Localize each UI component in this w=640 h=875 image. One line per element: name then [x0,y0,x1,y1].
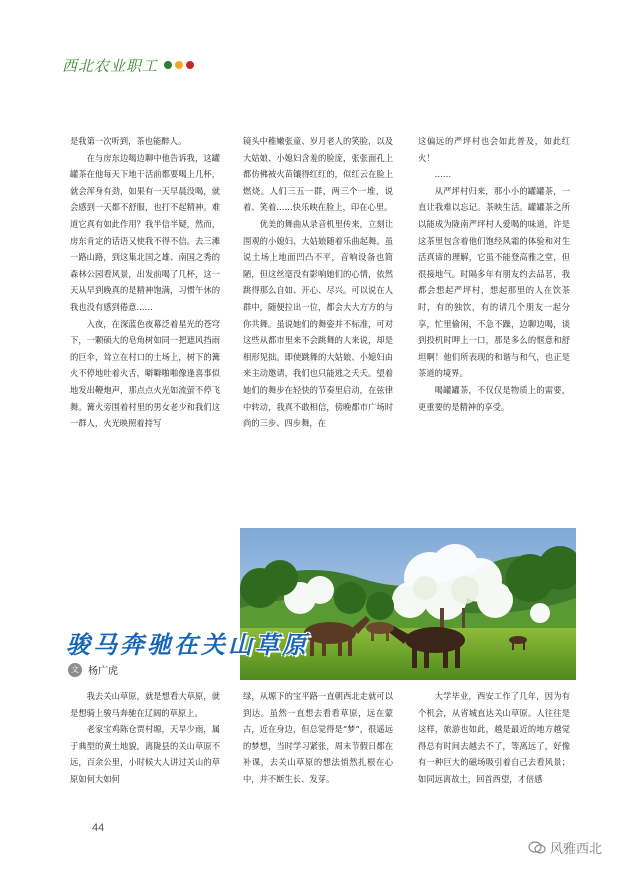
byline [68,662,118,677]
paragraph: 绿，从塬下的宝平路一直朝西北走就可以到达。虽然一直想去看看草原，远在蒙古，近在身边，但总觉得是“梦”，很遥远的梦想，当时学习紧张，周末节假日都在补课，去关山草原的想法悄然扎根在心中，并不断生长、发芽。 [243,691,393,784]
green-dot [164,61,172,69]
magazine-header [62,52,194,78]
watermark-text: 风雅西北 [549,842,602,857]
article2-column-3 [418,688,570,788]
article2-column-1 [70,688,220,788]
paragraph: 优美的舞曲从录音机里传来，立刻让围观的小媳妇、大姑娘随着乐曲起舞。虽说土场上地面凹凸不平，音响设备也简陋，但这丝毫没有影响她们的心情，依然跳得那么自如、开心、尽兴。可以说在人群中，随便拉出一位，都会大大方方的与你共舞。虽说她们的舞姿并不标准，可对这些从都市里来不会跳舞的人来说，却是相形见拙。即使跳舞的大姑娘、小媳妇由来主动邀请，我们也只能逃之夭夭。望着她们的舞步在轻快的节奏里启动，在弦律中转动，我真不敢相信，傍晚都市广场时尚的三步、四步舞，在 [243,218,393,429]
page-number: 44 [92,822,105,834]
paragraph: 喝罐罐茶，不仅仅是物质上的需要，更重要的是精神的享受。 [418,384,570,412]
paragraph: 镜头中稚嫩张童、岁月老人的笑脸，以及大姑娘、小媳妇含羞的脸庞，张张面孔上都仿佛被火苗镶得红红的，似红云在脸上燃烧。人们三五一群，两三个一堆，说着、笑着……快乐映在脸上，印在心里。 [243,136,393,213]
paragraph: 在与房东边喝边聊中他告诉我，这罐罐茶在他每天下地干活前都要喝上几杯，就会浑身有劲，如果有一天早晨没喝，就会感到一天都不舒服，也打不起精神。难道它真有如此作用？我半信半疑，然而，房东肯定的话语又使我不得不信。去三滩一路山路，到这集北国之雄、南国之秀的森林公园看风景，出发前喝了几杯，这一天从早到晚真的是精神饱满，习惯午休的我也没有感到倦意…… [70,152,220,312]
chat-bubble-icon [528,841,546,855]
author-name: 杨广虎 [88,666,118,677]
paragraph: 从严坪村归来，那小小的罐罐茶，一直让我难以忘记。茶映生活。罐罐茶之所以能成为陇南严坪村人爱喝的味道，许是这茶里包含着他们饱经风霜的体验和对生活真谛的理解，它虽不能登高雅之堂，但很接地气。时隔多年有朋友约去品茗，我都会想起严坪村，想起那里的人在饮茶时，有的独饮，有的请几个朋友一起分享，忙里偷闲，不急不躁，边聊边喝，谈到投机时呷上一口，那是多么的惬意和舒坦啊！他们所表现的和谐与和气，也正是茶道的境界。 [418,185,570,379]
article1-column-3 [418,133,570,415]
watermark [528,838,602,857]
article1-column-1 [70,133,220,432]
magazine-title: 西北农业职工 [62,56,159,75]
paragraph: 是我第一次听到，茶也能醉人。 [70,136,187,146]
author-badge: 文 [68,663,82,677]
paragraph: 大学毕业，西安工作了几年，因为有个机会，从省城直达关山草原。人往往是这样，旅游也如此，越是最近的地方越觉得总有时间去越去不了，等离远了，好像有一种巨大的磁场吸引着自己去看风景；如同远离故土，回首西望，才倍感 [418,691,570,784]
red-dot [186,61,194,69]
article2-column-2 [243,688,393,788]
article1-column-2 [243,133,393,432]
article-title: 骏马奔驰在关山草原 [66,630,309,659]
header-dots [164,61,194,69]
paragraph: 我去关山草原，就是想看大草原，就是想骑上骏马奔驰在辽阔的草原上。 [70,691,220,718]
paragraph: 这偏远的严坪村也会如此普及，如此红火！ [418,136,570,163]
paragraph: 老家宝鸡陈仓贾村塬，天旱少雨，属于典型的黄土地貌，离陇县的关山草原不远，百余公里，小时候大人讲过关山的草原如何大如何 [70,724,220,784]
paragraph: …… [434,169,452,180]
paragraph: 入夜，在深蓝色夜幕泛着星光的苍穹下，一颗硕大的皂角树如同一把遮风挡雨的巨伞，耸立在村口的土场上，树下的篝火不停地吐着火舌，噼噼啪啪像逢喜事似地发出鞭炮声，那点点火光如流萤不停飞舞。篝火旁围着村里的男女老少和我们这一群人，火光映照着持写 [70,318,220,429]
yellow-dot [175,61,183,69]
